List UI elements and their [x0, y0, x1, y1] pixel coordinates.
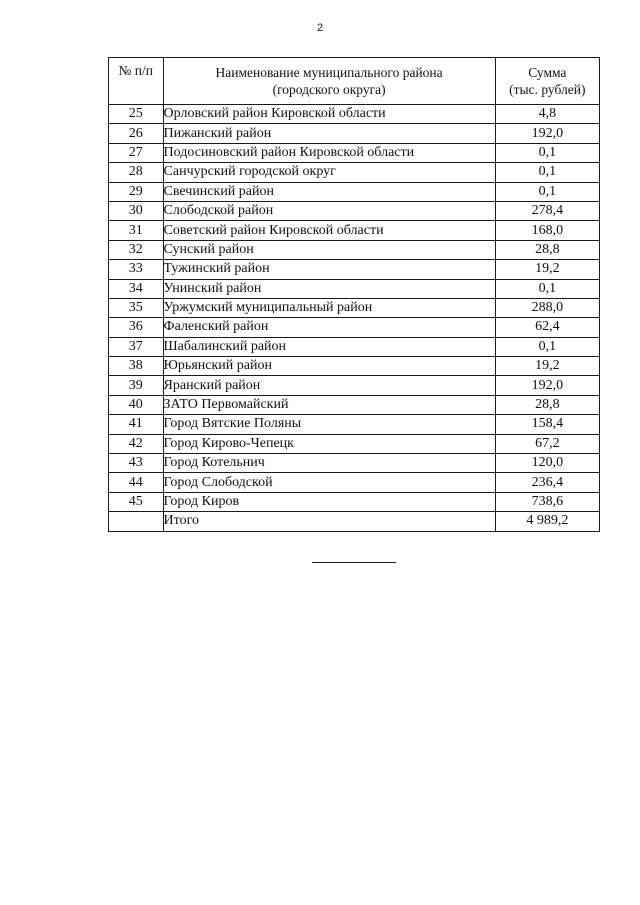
table-row	[109, 260, 600, 279]
table-row	[109, 395, 600, 414]
row-district-name: Подосиновский район Кировской области	[163, 143, 495, 162]
row-sum: 28,8	[495, 240, 599, 259]
row-number: 41	[109, 415, 164, 434]
row-district-name: Уржумский муниципальный район	[163, 298, 495, 317]
row-district-name: Свечинский район	[163, 182, 495, 201]
row-number: 34	[109, 279, 164, 298]
row-number: 32	[109, 240, 164, 259]
table-row	[109, 473, 600, 492]
row-district-name: Сунский район	[163, 240, 495, 259]
row-number: 25	[109, 105, 164, 124]
table-row	[109, 492, 600, 511]
header-name	[163, 58, 495, 105]
table-row	[109, 240, 600, 259]
table-row	[109, 434, 600, 453]
row-district-name: Орловский район Кировской области	[163, 105, 495, 124]
row-sum: 738,6	[495, 492, 599, 511]
row-sum: 192,0	[495, 124, 599, 143]
row-sum: 288,0	[495, 298, 599, 317]
row-number: 29	[109, 182, 164, 201]
row-sum: 19,2	[495, 260, 599, 279]
row-number: 39	[109, 376, 164, 395]
row-sum: 4,8	[495, 105, 599, 124]
table-row	[109, 221, 600, 240]
row-district-name: Город Котельнич	[163, 454, 495, 473]
row-sum: 67,2	[495, 434, 599, 453]
total-sum: 4 989,2	[495, 512, 599, 531]
row-district-name: Фаленский район	[163, 318, 495, 337]
row-sum: 0,1	[495, 279, 599, 298]
table-row	[109, 454, 600, 473]
row-district-name: Город Слободской	[163, 473, 495, 492]
row-district-name: Юрьянский район	[163, 357, 495, 376]
row-number: 43	[109, 454, 164, 473]
table-row	[109, 298, 600, 317]
row-sum: 168,0	[495, 221, 599, 240]
row-number: 42	[109, 434, 164, 453]
row-sum: 0,1	[495, 143, 599, 162]
row-district-name: Советский район Кировской области	[163, 221, 495, 240]
row-district-name: Тужинский район	[163, 260, 495, 279]
row-number: 44	[109, 473, 164, 492]
row-sum: 0,1	[495, 163, 599, 182]
end-of-document-rule	[312, 562, 396, 563]
allocation-table	[108, 57, 600, 532]
row-district-name: ЗАТО Первомайский	[163, 395, 495, 414]
row-number: 30	[109, 201, 164, 220]
row-sum: 0,1	[495, 337, 599, 356]
table-row	[109, 318, 600, 337]
row-number: 31	[109, 221, 164, 240]
table-row	[109, 124, 600, 143]
row-district-name: Унинский район	[163, 279, 495, 298]
row-number: 45	[109, 492, 164, 511]
table-row	[109, 163, 600, 182]
header-name-line1: Наименование муниципального района	[215, 65, 443, 80]
row-district-name: Слободской район	[163, 201, 495, 220]
table-row	[109, 357, 600, 376]
header-sum	[495, 58, 599, 105]
table-header-row	[109, 58, 600, 105]
row-district-name: Город Кирово-Чепецк	[163, 434, 495, 453]
row-sum: 236,4	[495, 473, 599, 492]
row-number: 35	[109, 298, 164, 317]
total-label: Итого	[163, 512, 495, 531]
table-row	[109, 143, 600, 162]
row-district-name: Город Вятские Поляны	[163, 415, 495, 434]
row-district-name: Город Киров	[163, 492, 495, 511]
page-number: 2	[316, 22, 324, 34]
header-sum-line1: Сумма	[528, 65, 567, 80]
header-sum-line2: (тыс. рублей)	[509, 82, 586, 97]
row-sum: 0,1	[495, 182, 599, 201]
header-number: № п/п	[109, 58, 164, 105]
row-number: 26	[109, 124, 164, 143]
table-row	[109, 337, 600, 356]
row-number: 28	[109, 163, 164, 182]
table-row	[109, 376, 600, 395]
row-number: 40	[109, 395, 164, 414]
row-sum: 120,0	[495, 454, 599, 473]
row-district-name: Яранский район	[163, 376, 495, 395]
row-sum: 192,0	[495, 376, 599, 395]
row-sum: 62,4	[495, 318, 599, 337]
row-district-name: Пижанский район	[163, 124, 495, 143]
row-number: 27	[109, 143, 164, 162]
table-body	[109, 105, 600, 532]
row-sum: 278,4	[495, 201, 599, 220]
table-row	[109, 415, 600, 434]
row-sum: 19,2	[495, 357, 599, 376]
table-row	[109, 279, 600, 298]
row-sum: 28,8	[495, 395, 599, 414]
row-number: 37	[109, 337, 164, 356]
total-row	[109, 512, 600, 531]
table-row	[109, 182, 600, 201]
row-district-name: Шабалинский район	[163, 337, 495, 356]
row-number: 33	[109, 260, 164, 279]
row-number: 36	[109, 318, 164, 337]
total-number-cell	[109, 512, 164, 531]
row-sum: 158,4	[495, 415, 599, 434]
table-row	[109, 105, 600, 124]
row-district-name: Санчурский городской округ	[163, 163, 495, 182]
table-row	[109, 201, 600, 220]
header-name-line2: (городского округа)	[272, 82, 386, 97]
row-number: 38	[109, 357, 164, 376]
